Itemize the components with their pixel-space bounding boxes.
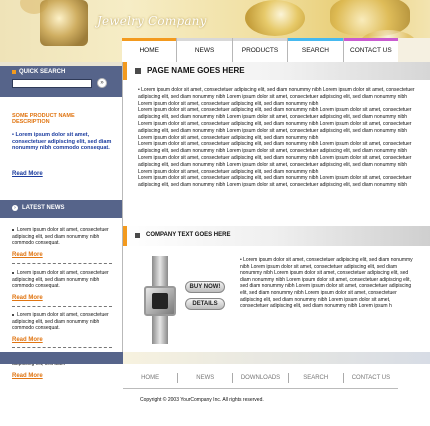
quick-search-label: QUICK SEARCH <box>19 69 66 75</box>
search-input[interactable] <box>12 79 92 88</box>
latest-news-label: LATEST NEWS <box>22 205 65 211</box>
latest-news-title <box>12 205 65 211</box>
body-paragraph: Lorem ipsum dolor sit amet, consectetuer adipiscing elit, sed diam nonummy nibh Lorem ipsum dolor sit amet, consectetuer adipiscing elit, sed diam nonummy nibh Lorem ipsum dolor sit amet, consectetuer adipiscing elit, sed diam nonummy nibh <box>138 175 412 189</box>
product-name: SOME PRODUCT NAME DESCRIPTION <box>12 113 75 125</box>
tab-label: PRODUCTS <box>241 46 279 54</box>
divider <box>12 347 112 348</box>
tab-home[interactable] <box>122 38 177 62</box>
news-read-more-link[interactable]: Read More <box>12 337 43 343</box>
page-title: PAGE NAME GOES HERE <box>147 66 245 75</box>
tab-color-bar <box>344 38 398 41</box>
footer-nav <box>123 369 398 387</box>
watch-strap <box>152 256 168 288</box>
news-item <box>12 227 114 247</box>
square-bullet-icon <box>12 70 16 74</box>
square-bullet-icon <box>135 233 140 238</box>
page-title-bar <box>123 62 430 80</box>
tab-color-bar <box>122 38 176 41</box>
logo[interactable]: Jewelry Company <box>97 14 207 28</box>
ring-image <box>245 0 305 36</box>
tab-label: CONTACT US <box>350 46 392 54</box>
tab-products[interactable] <box>233 38 288 62</box>
footer-divider <box>123 388 398 389</box>
company-text-body: Lorem ipsum dolor sit amet, consectetuer adipiscing elit, sed diam nonummy nibh Lorem ipsum dolor sit amet, consectetuer adipiscing elit, sed diam nonummy nibh Lorem ipsum dolor sit amet, consectetuer adipiscing elit, sed diam nonummy nibh Lorem ipsum dolor sit amet, consectetuer adipiscing elit, sed diam nonummy nibh Lorem ipsum dolor sit amet, consectetuer adipiscing elit, sed diam nonummy nibh Lorem ipsum dolor sit amet, consectetuer adipiscing elit, sed diam nonummy nibh Lorem ipsum dolor sit amet, consectetuer adipiscing elit, sed diam nonummy nibh Lorem ipsum h <box>240 257 413 310</box>
footer-link-search[interactable]: SEARCH <box>289 373 344 383</box>
watch-strap <box>152 314 168 344</box>
latest-news-header <box>0 200 122 218</box>
search-go-button[interactable]: » <box>97 78 107 88</box>
nav-filler <box>398 38 430 62</box>
company-title: COMPANY TEXT GOES HERE <box>146 232 231 238</box>
accent-bar <box>123 226 127 246</box>
news-read-more-link[interactable]: Read More <box>12 295 43 301</box>
watch-face <box>144 286 176 316</box>
watch-image <box>138 256 182 344</box>
tab-label: HOME <box>139 46 159 54</box>
news-item <box>12 270 114 290</box>
tab-search[interactable] <box>288 38 343 62</box>
tab-label: NEWS <box>194 46 215 54</box>
footer-link-downloads[interactable]: DOWNLOADS <box>233 373 288 383</box>
tab-label: SEARCH <box>301 46 329 54</box>
news-item <box>12 312 114 332</box>
bullet-icon: • <box>240 257 244 263</box>
page-body <box>138 87 418 189</box>
watch-dial <box>152 293 168 309</box>
quick-search-title <box>12 69 65 75</box>
tab-contact-us[interactable] <box>344 38 398 62</box>
news-text: Lorem ipsum dolor sit amet, consectetuer adipiscing elit, sed diam nonummy nibh commodo consequat. <box>12 227 109 246</box>
arrow-icon: › <box>12 205 18 211</box>
details-button[interactable]: DETAILS <box>185 298 225 310</box>
footer-link-contact-us[interactable]: CONTACT US <box>351 375 391 381</box>
body-paragraph <box>138 87 418 107</box>
divider <box>12 306 112 307</box>
quick-search-panel <box>0 66 122 97</box>
bullet-icon <box>12 314 14 316</box>
body-paragraph-text: Lorem ipsum dolor sit amet, consectetuer adipiscing elit, sed diam nonummy nibh Lorem ipsum dolor sit amet, consectetuer adipiscing elit, sed diam nonummy nibh Lorem ipsum dolor sit amet, consectetuer adipiscing elit, sed diam nonummy nibh Lorem ipsum dolor sit amet, consectetuer adipiscing elit, sed diam nonummy nibh <box>138 87 415 107</box>
product-description <box>12 132 114 152</box>
body-paragraph: Lorem ipsum dolor sit amet, consectetuer adipiscing elit, sed diam nonummy nibh Lorem ipsum dolor sit amet, consectetuer adipiscing elit, sed diam nonummy nibh Lorem ipsum dolor sit amet, consectetuer adipiscing elit, sed diam nonummy nibh Lorem ipsum dolor sit amet, consectetuer adipiscing elit, sed diam nonummy nibh Lorem ipsum dolor sit amet, consectetuer adipiscing elit, sed diam nonummy nibh Lorem ipsum dolor sit amet, consectetuer adipiscing elit, sed diam nonummy nibh Lorem ipsum dolor sit amet, consectetuer adipiscing elit, sed diam nonummy nibh <box>138 141 412 175</box>
tab-color-bar <box>288 38 342 41</box>
jewelry-box-image <box>40 0 88 46</box>
main-nav <box>122 38 398 62</box>
news-read-more-link[interactable]: Read More <box>12 373 43 379</box>
footer-link-home[interactable]: HOME <box>123 373 178 383</box>
company-title-bar <box>123 226 430 246</box>
read-more-link[interactable]: Read More <box>12 171 43 177</box>
bullet-icon: • <box>12 132 16 138</box>
company-text <box>240 257 420 310</box>
copyright: Copyright © 2003 YourCompany Inc. All rights reserved. <box>140 397 264 403</box>
accent-bar <box>123 62 127 80</box>
product-description-text: Lorem ipsum dolor sit amet, consectetuer adipiscing elit, sed diam nonummy nibh commodo consequat. <box>12 132 112 151</box>
news-text: Lorem ipsum dolor sit amet, consectetuer adipiscing elit, sed diam nonummy nibh commodo consequat. <box>12 270 109 289</box>
body-paragraph: Lorem ipsum dolor sit amet, consectetuer adipiscing elit, sed diam nonummy nibh Lorem ipsum dolor sit amet, consectetuer adipiscing elit, sed diam nonummy nibh Lorem ipsum dolor sit amet, consectetuer adipiscing elit, sed diam nonummy nibh Lorem ipsum dolor sit amet, consectetuer adipiscing elit, sed diam nonummy nibh Lorem ipsum dolor sit amet, consectetuer adipiscing elit, sed diam nonummy nibh Lorem ipsum dolor sit amet, consectetuer adipiscing elit, sed diam nonummy nibh Lorem ipsum dolor sit amet, consectetuer adipiscing elit, sed diam nonummy nibh <box>138 107 412 141</box>
news-read-more-link[interactable]: Read More <box>12 252 43 258</box>
tab-color-bar <box>177 38 231 41</box>
footer-link-news[interactable]: NEWS <box>178 373 233 383</box>
divider <box>12 263 112 264</box>
buy-now-button[interactable]: BUY NOW! <box>185 281 225 293</box>
tab-color-bar <box>233 38 287 41</box>
bullet-icon <box>12 229 14 231</box>
column-divider <box>122 62 123 356</box>
square-bullet-icon <box>135 68 141 74</box>
tab-news[interactable] <box>177 38 232 62</box>
bullet-icon: • <box>138 87 142 93</box>
footer-band-left <box>0 352 123 364</box>
news-text: Lorem ipsum dolor sit amet, consectetuer adipiscing elit, sed diam nonummy nibh commodo consequat. <box>12 312 109 331</box>
bullet-icon <box>12 272 14 274</box>
featured-product <box>0 101 122 194</box>
footer-band <box>123 352 430 364</box>
